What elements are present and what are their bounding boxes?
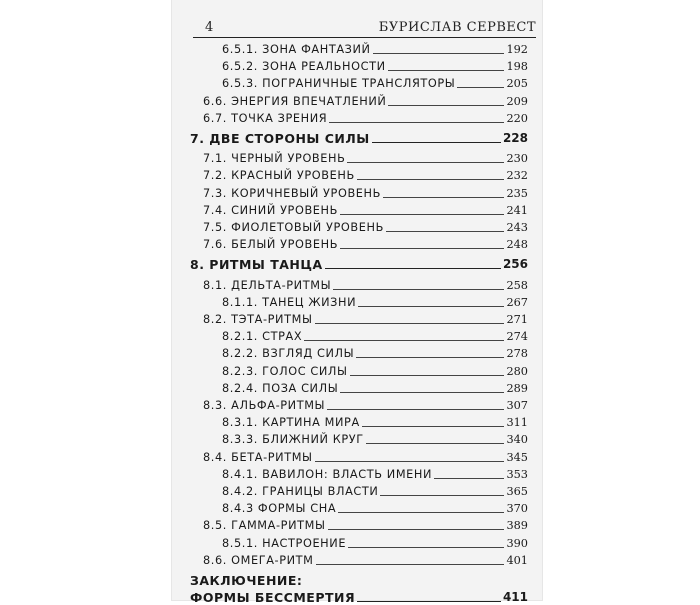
toc-entry	[222, 77, 528, 90]
toc-entry	[222, 365, 528, 378]
toc-entry	[222, 485, 528, 498]
toc-page: 198	[506, 60, 528, 74]
toc-leader	[366, 443, 505, 444]
toc-leader	[348, 547, 504, 548]
toc-leader	[328, 529, 505, 530]
toc-leader	[333, 289, 504, 290]
toc-leader	[373, 53, 505, 54]
toc-label: 8.2.3. ГОЛОС СИЛЫ	[222, 364, 348, 378]
conclusion-entry	[190, 591, 528, 604]
toc-leader	[383, 197, 504, 198]
toc-page: 401	[506, 553, 528, 567]
toc-leader	[338, 512, 504, 513]
toc-label: 8.2. ТЭТА-РИТМЫ	[203, 313, 313, 326]
toc-entry	[203, 554, 528, 567]
toc-page: 258	[506, 278, 528, 292]
toc-label: 7.5. ФИОЛЕТОВЫЙ УРОВЕНЬ	[203, 221, 384, 234]
toc-label: 8.5. ГАММА-РИТМЫ	[203, 519, 326, 533]
toc-leader	[304, 340, 504, 341]
toc-label: 6.5.1. ЗОНА ФАНТАЗИЙ	[222, 43, 371, 56]
toc-chapter-entry	[190, 132, 528, 145]
toc-leader	[350, 375, 505, 376]
toc-entry	[222, 296, 528, 309]
toc-page: 230	[506, 152, 528, 166]
toc-label: 6.6. ЭНЕРГИЯ ВПЕЧАТЛЕНИЙ	[203, 94, 387, 108]
toc-leader	[362, 426, 505, 427]
toc-label: 8.1.1. ТАНЕЦ ЖИЗНИ	[222, 295, 357, 309]
toc-label: 8. РИТМЫ ТАНЦА	[190, 257, 323, 273]
toc-entry	[203, 279, 528, 292]
toc-entry	[203, 221, 528, 234]
toc-page: 248	[506, 238, 528, 252]
toc-label: 8.4.1. ВАВИЛОН: ВЛАСТЬ ИМЕНИ	[222, 467, 433, 481]
toc-leader	[388, 70, 505, 71]
toc-leader	[327, 409, 504, 410]
toc-page: 289	[506, 381, 528, 395]
toc-entry	[203, 204, 528, 217]
toc-leader	[340, 214, 504, 215]
toc-page: 192	[506, 43, 528, 56]
toc-label: 7.1. ЧЕРНЫЙ УРОВЕНЬ	[203, 152, 346, 166]
toc-leader	[340, 248, 504, 249]
toc-page: 232	[506, 169, 528, 183]
toc-label: 8.4.3 ФОРМЫ СНА	[222, 502, 337, 516]
toc-leader	[386, 231, 505, 232]
toc-page: 256	[502, 257, 528, 272]
conclusion-title: ЗАКЛЮЧЕНИЕ:	[190, 573, 303, 588]
toc-page: 280	[506, 364, 528, 378]
toc-entry	[203, 95, 528, 108]
toc-page: 411	[502, 590, 528, 604]
toc-page: 340	[506, 433, 528, 447]
toc-label: 8.2.4. ПОЗА СИЛЫ	[222, 381, 339, 395]
toc-entry	[203, 169, 528, 182]
toc-page: 243	[506, 221, 528, 234]
toc-page: 209	[506, 94, 528, 108]
toc-page: 365	[506, 485, 528, 498]
toc-page: 353	[506, 467, 528, 481]
toc-label: 6.5.3. ПОГРАНИЧНЫЕ ТРАНСЛЯТОРЫ	[222, 77, 456, 91]
toc-entry	[203, 519, 528, 532]
toc-entry	[203, 399, 528, 412]
toc-leader	[388, 105, 504, 106]
toc-label: 8.1. ДЕЛЬТА-РИТМЫ	[203, 278, 332, 292]
toc-entry	[203, 238, 528, 251]
toc-entry	[222, 330, 528, 343]
toc-page: 235	[506, 186, 528, 200]
page-number: 4	[205, 20, 214, 35]
toc-label: 7.4. СИНИЙ УРОВЕНЬ	[203, 203, 338, 217]
toc-label: 8.3.1. КАРТИНА МИРА	[222, 416, 360, 430]
toc-label: 8.2.1. СТРАХ	[222, 330, 303, 344]
toc-entry	[203, 313, 528, 326]
toc-leader	[380, 495, 504, 496]
toc-page: 271	[506, 313, 528, 326]
toc-entry	[222, 433, 528, 446]
toc-entry	[222, 382, 528, 395]
toc-leader	[329, 122, 504, 123]
toc-leader	[357, 601, 501, 602]
toc-leader	[457, 87, 504, 88]
toc-page: 307	[506, 399, 528, 412]
toc-entry	[222, 468, 528, 481]
toc-label: 7.2. КРАСНЫЙ УРОВЕНЬ	[203, 169, 355, 183]
toc-page: 228	[502, 131, 528, 145]
toc-label: ФОРМЫ БЕССМЕРТИЯ	[190, 590, 356, 605]
toc-label: 8.5.1. НАСТРОЕНИЕ	[222, 536, 347, 550]
toc-page: 345	[506, 450, 528, 464]
toc-label: 8.6. ОМЕГА-РИТМ	[203, 553, 314, 567]
author-name: БУРИСЛАВ СЕРВЕСТ	[378, 20, 536, 35]
toc-leader	[340, 392, 504, 393]
toc-entry	[203, 451, 528, 464]
toc-entry	[222, 43, 528, 56]
toc-entry	[222, 502, 528, 515]
toc-leader	[315, 461, 505, 462]
toc-page: 311	[506, 416, 528, 430]
toc-page: 241	[506, 203, 528, 217]
toc-leader	[358, 306, 504, 307]
toc-entry	[222, 537, 528, 550]
toc-label: 7.6. БЕЛЫЙ УРОВЕНЬ	[203, 238, 339, 252]
toc-label: 8.4. БЕТА-РИТМЫ	[203, 450, 313, 464]
toc-entry	[222, 60, 528, 73]
toc-entry	[222, 347, 528, 360]
toc-label: 8.3. АЛЬФА-РИТМЫ	[203, 399, 326, 412]
toc-leader	[347, 162, 504, 163]
toc-label: 8.2.2. ВЗГЛЯД СИЛЫ	[222, 347, 355, 361]
toc-page: 274	[506, 330, 528, 344]
toc-leader	[325, 268, 501, 269]
toc-leader	[356, 357, 504, 358]
toc-entry	[222, 416, 528, 429]
toc-page: 370	[506, 502, 528, 516]
toc-entry	[203, 112, 528, 125]
toc-leader	[434, 478, 504, 479]
toc-label: 6.5.2. ЗОНА РЕАЛЬНОСТИ	[222, 60, 386, 74]
toc-label: 7.3. КОРИЧНЕВЫЙ УРОВЕНЬ	[203, 186, 381, 200]
toc-leader	[316, 564, 505, 565]
toc-label: 8.3.3. БЛИЖНИЙ КРУГ	[222, 433, 364, 447]
toc-chapter-entry	[190, 258, 528, 271]
toc-page: 278	[506, 347, 528, 361]
toc-leader	[357, 179, 505, 180]
toc-label: 7. ДВЕ СТОРОНЫ СИЛЫ	[190, 131, 370, 146]
toc-page: 205	[506, 77, 528, 91]
toc-leader	[372, 142, 501, 143]
toc-entry	[203, 187, 528, 200]
toc-page: 390	[506, 536, 528, 550]
toc-page: 389	[506, 519, 528, 533]
toc-page: 267	[506, 295, 528, 309]
toc-label: 8.4.2. ГРАНИЦЫ ВЛАСТИ	[222, 485, 379, 498]
toc-entry	[203, 152, 528, 165]
toc-page: 220	[506, 111, 528, 125]
toc-label: 6.7. ТОЧКА ЗРЕНИЯ	[203, 111, 328, 125]
toc-leader	[315, 323, 505, 324]
